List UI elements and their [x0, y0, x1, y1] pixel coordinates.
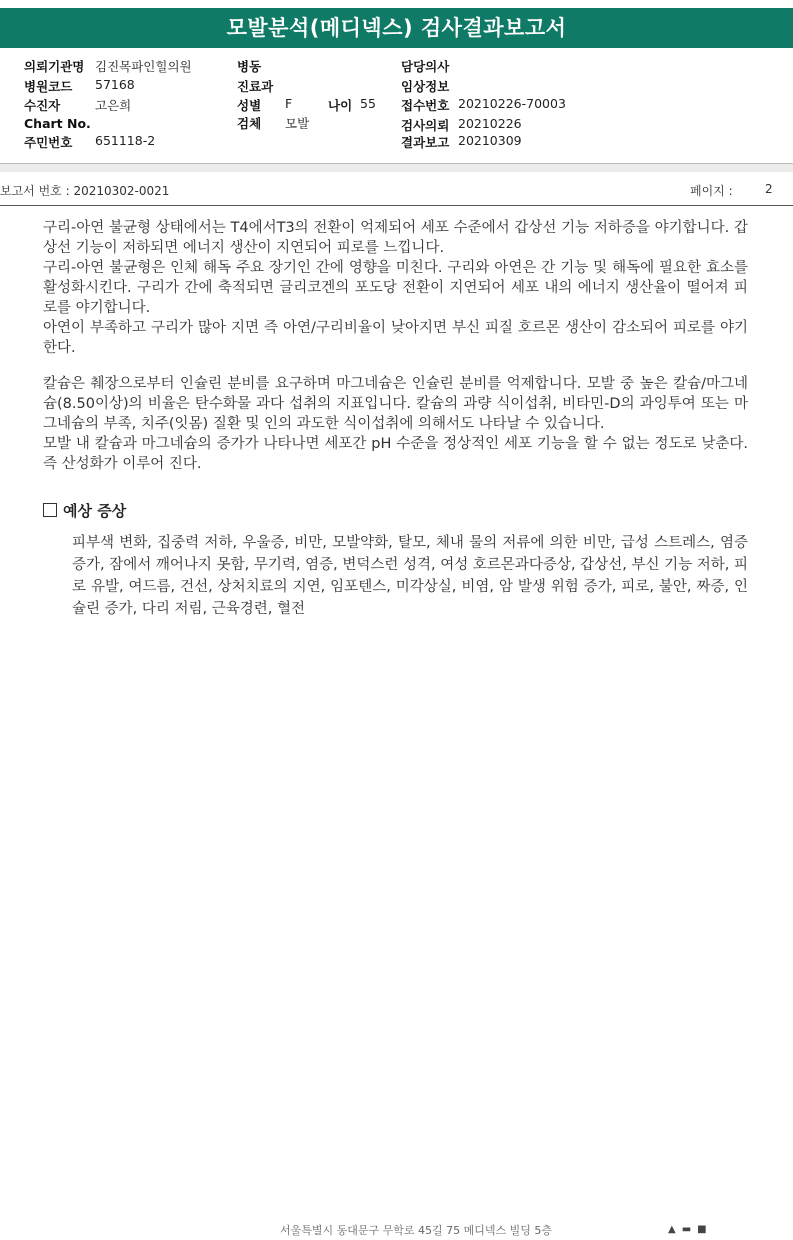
ward-label: 병동 — [237, 59, 262, 74]
sex-label: 성별 — [237, 98, 262, 113]
report-header-divider — [0, 205, 793, 206]
sex-value: F — [285, 96, 293, 111]
hospital-code-label: 병원코드 — [24, 79, 73, 94]
page-number: 2 — [765, 182, 773, 196]
chart-no-label: Chart No. — [24, 116, 91, 131]
checkbox-icon — [43, 503, 57, 517]
phone-icon: ■ — [697, 1224, 713, 1235]
patient-info-grid — [24, 55, 784, 155]
paragraph-adrenal: 아연이 부족하고 구리가 많아 지면 즉 아연/구리비율이 낮아지면 부신 피질 호르몬 생산이 감소되어 피로를 야기한다. — [43, 320, 748, 356]
specimen-label: 검체 — [237, 116, 262, 131]
fax-icon: ▬ — [681, 1224, 698, 1235]
paragraph-acidification: 모발 내 칼슘과 마그네슘의 증가가 나타나면 세포간 pH 수준을 정상적인 세포 기능을 할 수 없는 정도로 낮춘다. 즉 산성화가 이루어 진다. — [43, 436, 748, 472]
paragraph-thyroid: 구리-아연 불균형 상태에서는 T4에서T3의 전환이 억제되어 세포 수준에서 갑상선 기능 저하증을 야기합니다. 갑상선 기능이 저하되면 에너지 생산이 지연되어 피로를 느낍니다. — [43, 220, 748, 256]
report-title-banner — [0, 8, 793, 48]
request-date-value: 20210226 — [458, 116, 522, 131]
institution-value: 김진목파인힐의원 — [95, 59, 192, 74]
page-separator-strip — [0, 164, 793, 172]
patient-name-label: 수진자 — [24, 98, 61, 113]
institution-label: 의뢰기관명 — [24, 59, 85, 74]
report-date-label: 결과보고 — [401, 135, 450, 150]
report-date-value: 20210309 — [458, 133, 522, 148]
footer-icons — [668, 1224, 713, 1235]
patient-name-value: 고은희 — [95, 98, 132, 113]
report-number: 보고서 번호 : 20210302-0021 — [0, 184, 170, 198]
age-value: 55 — [360, 96, 376, 111]
page-label: 페이지 : — [690, 184, 733, 198]
resident-no-label: 주민번호 — [24, 135, 73, 150]
request-date-label: 검사의뢰 — [401, 118, 450, 133]
page-footer — [280, 1222, 793, 1240]
up-arrow-icon: ▲ — [668, 1224, 682, 1235]
paragraph-liver: 구리-아연 불균형은 인체 해독 주요 장기인 간에 영향을 미친다. 구리와 아연은 간 기능 및 해독에 필요한 효소를 활성화시킨다. 구리가 간에 축적되면 글리코겐의 포도당 전환이 지연되어 세포 내의 에너지 생산율이 떨어져 피로를 야기합니다. — [43, 260, 748, 316]
specimen-value: 모발 — [285, 116, 310, 131]
report-body — [43, 218, 748, 474]
doctor-label: 담당의사 — [401, 59, 450, 74]
symptoms-list: 피부색 변화, 집중력 저하, 우울증, 비만, 모발약화, 탈모, 체내 물의 저류에 의한 비만, 급성 스트레스, 염증증가, 잠에서 깨어나지 못함, 무기력, 염증, 변덕스런 성격, 여성 호르몬과다증상, 갑상선, 부신 기능 저하, 피로 유발, 여드름, 건선, 상처치료의 지연, 임포텐스, 미각상실, 비염, 암 발생 위험 증가, 피로, 불안, 짜증, 인슐린 증가, 다리 저림, 근육경련, 혈전 — [72, 535, 748, 617]
receipt-no-value: 20210226-70003 — [458, 96, 566, 111]
resident-no-value: 651118-2 — [95, 133, 156, 148]
report-title: 모발분석(메디넥스) 검사결과보고서 — [226, 16, 567, 40]
symptoms-title: 예상 증상 — [63, 502, 127, 520]
department-label: 진료과 — [237, 79, 274, 94]
footer-address: 서울특별시 동대문구 무학로 45길 75 메디넥스 빌딩 5층 — [280, 1224, 552, 1237]
paragraph-calcium: 칼슘은 췌장으로부터 인슐린 분비를 요구하며 마그네슘은 인슐린 분비를 억제합니다. 모발 중 높은 칼슘/마그네슘(8.50이상)의 비율은 탄수화물 과다 섭취의 지표입니다. 칼슘의 과량 식이섭취, 비타민-D의 과잉투여 또는 마그네슘의 부족, 치주(잇몸) 질환 및 인의 과도한 식이섭취에 의해서도 나타날 수 있습니다. — [43, 376, 748, 432]
clinical-info-label: 임상정보 — [401, 79, 450, 94]
hospital-code-value: 57168 — [95, 77, 135, 92]
symptoms-heading — [43, 500, 126, 521]
age-label: 나이 — [328, 98, 353, 113]
receipt-no-label: 접수번호 — [401, 98, 450, 113]
